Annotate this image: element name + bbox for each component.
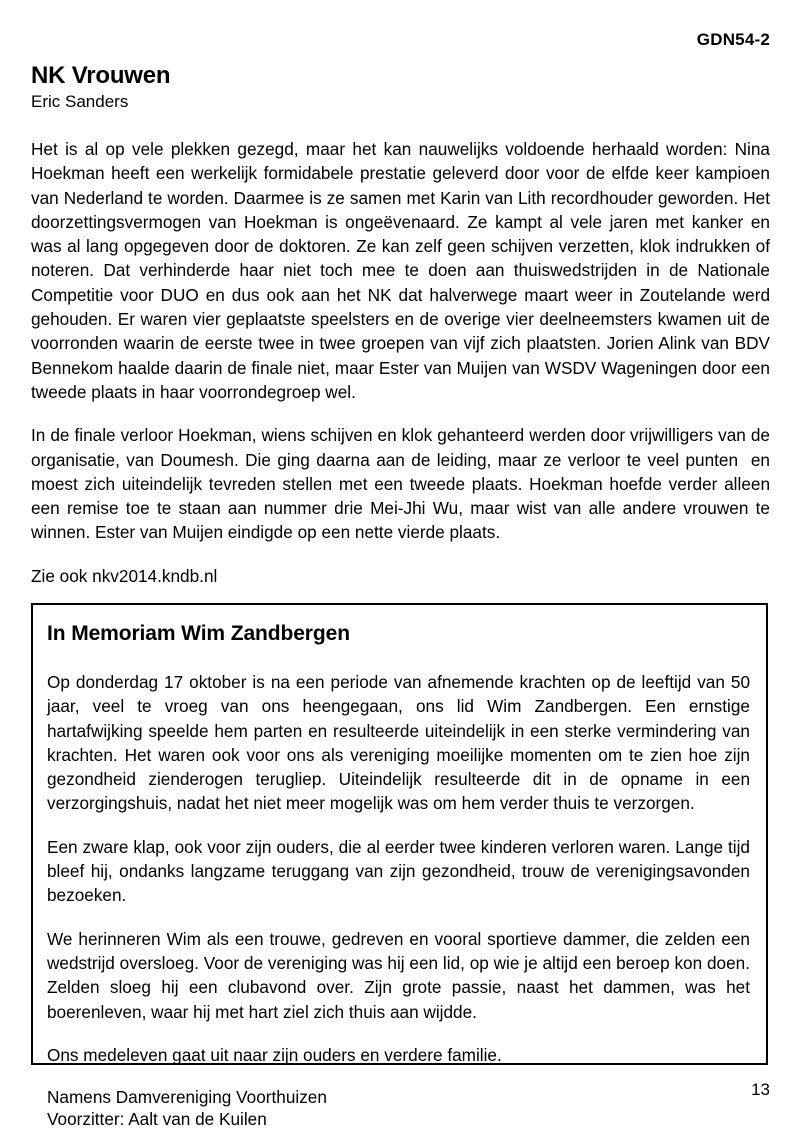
article-section (31, 62, 775, 588)
document-header (31, 30, 770, 52)
memoriam-paragraph: Ons medeleven gaat uit naar zijn ouders en verdere familie. (47, 1044, 502, 1065)
memoriam-content (33, 605, 766, 1130)
memoriam-paragraph: Een zware klap, ook voor zijn ouders, die al eerder twee kinderen verloren waren. Lange tijd bleef hij, ondanks langzame teruggang van zijn gezondheid, trouw de verenigingsavonden bezoeken. (47, 836, 755, 906)
memoriam-paragraph: We herinneren Wim als een trouwe, gedreven en vooral sportieve dammer, die zelden een wedstrijd oversloeg. Voor de vereniging was hij een lid, op wie je altijd een beroep kon doen. Zelden sloeg hij een clubavond over. Zijn grote passie, naast het dammen, was het boerenleven, waar hij met hart ziel zich thuis aan wijdde. (47, 928, 755, 1022)
article-author: Eric Sanders (31, 92, 129, 111)
article-paragraph: Het is al op vele plekken gezegd, maar het kan nauwelijks voldoende herhaald worden: Nina Hoekman heeft een werkelijk formidabele prestatie geleverd door voor de elfde keer kampioen van Nederland te worden. Daarmee is ze samen met Karin van Lith recordhouder geworden. Het doorzettingsvermogen van Hoekman is ongeëvenaard. Ze kampt al vele jaren met kanker en was al lang opgegeven door de doktoren. Ze kan zelf geen schijven verzetten, klok indrukken of noteren. Dat verhinderde haar niet toch mee te doen aan thuiswedstrijden in de Nationale Competitie voor DUO en dus ook aan het NK dat halverwege maart weer in Zoutelande werd gehouden. Er waren vier geplaatste speelsters en de overige vier deelneemsters kwamen uit de voorronden waarin de eerste twee in twee groepen van vijf zich plaatsten. Jorien Alink van BDV Bennekom haalde daarin de finale niet, maar Ester van Muijen van WSDV Wageningen door een tweede plaats in haar voorrondegroep wel. (31, 139, 775, 402)
header-issue-code: GDN54-2 (696, 30, 770, 49)
article-reference-link: Zie ook nkv2014.kndb.nl (31, 565, 218, 586)
document-footer (31, 1080, 770, 1100)
signature-organisation: Namens Damvereniging Voorthuizen (47, 1087, 327, 1108)
signature-chairman: Voorzitter: Aalt van de Kuilen (47, 1109, 267, 1130)
article-title: NK Vrouwen (31, 62, 171, 89)
memoriam-title: In Memoriam Wim Zandbergen (47, 622, 350, 645)
article-paragraph: In de finale verloor Hoekman, wiens schijven en klok gehanteerd werden door vrijwilligers van de organisatie, van Doumesh. Die ging daarna aan de leiding, maar ze verloor te veel punten en moest zich uiteindelijk tevreden stellen met een tweede plaats. Hoekman hoefde verder alleen een remise toe te staan aan nummer drie Mei-Jhi Wu, maar wist van alle andere vrouwen te winnen. Ester van Muijen eindigde op een nette vierde plaats. (31, 425, 775, 543)
memoriam-paragraph: Op donderdag 17 oktober is na een periode van afnemende krachten op de leeftijd van 50 jaar, veel te vroeg van ons heengegaan, ons lid Wim Zandbergen. Een ernstige hartafwijking speelde hem parten en resulteerde uiteindelijk in een sterke vermindering van krachten. Het waren ook voor ons als vereniging moeilijke momenten om te zien hoe zijn gezondheid zienderogen terugliep. Uiteindelijk resulteerde dit in de opname in een verzorgingshuis, nadat het niet meer mogelijk was om hem verder thuis te verzorgen. (47, 672, 755, 814)
page-number: 13 (751, 1080, 770, 1099)
